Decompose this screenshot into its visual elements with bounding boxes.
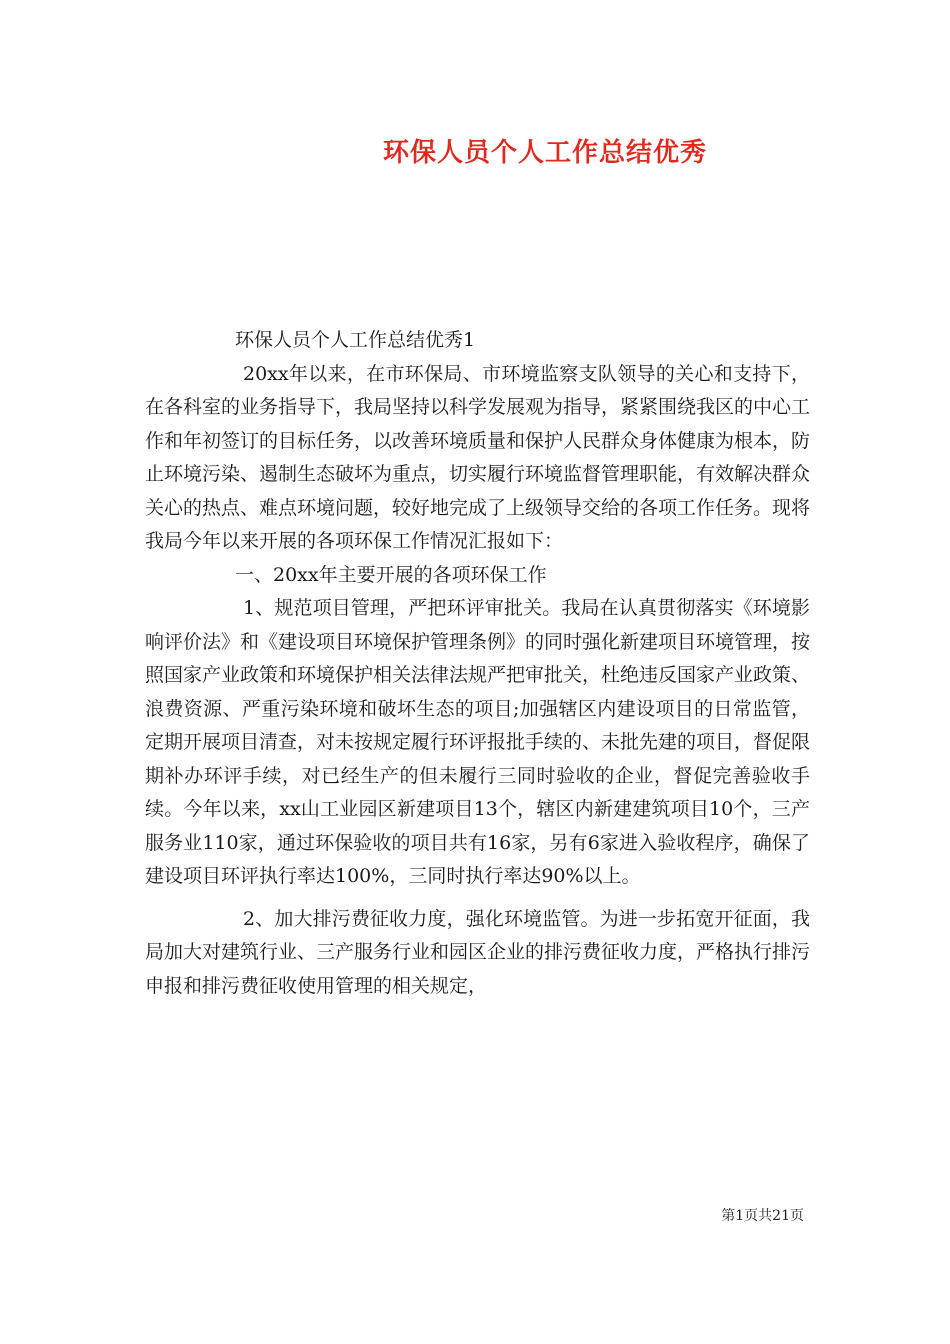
document-title: 环保人员个人工作总结优秀 <box>382 138 707 168</box>
document-body <box>145 324 810 1003</box>
section-heading: 环保人员个人工作总结优秀1 <box>235 329 476 351</box>
paragraph-item-1: 1、规范项目管理，严把环评审批关。我局在认真贯彻落实《环境影响评价法》和《建设项目环境保护管理条例》的同时强化新建项目环境管理，按照国家产业政策和环境保护相关法律法规严把审批关，杜绝违反国家产业政策、浪费资源、严重污染环境和破坏生态的项目;加强辖区内建设项目的日常监管，定期开展项目清查，对未按规定履行环评报批手续的、未批先建的项目，督促限期补办环评手续，对已经生产的但未履行三同时验收的企业，督促完善验收手续。今年以来，xx山工业园区新建项目13个，辖区内新建建筑项目10个，三产服务业110家，通过环保验收的项目共有16家，另有6家进入验收程序，确保了建设项目环评执行率达100%，三同时执行率达90%以上。 <box>145 597 811 887</box>
page-number-footer: 第1页共21页 <box>721 1208 804 1224</box>
paragraph-item-2: 2、加大排污费征收力度，强化环境监管。为进一步拓宽开征面，我局加大对建筑行业、三产服务行业和园区企业的排污费征收力度，严格执行排污申报和排污费征收使用管理的相关规定， <box>145 907 811 997</box>
section-heading-1: 一、20xx年主要开展的各项环保工作 <box>235 563 547 586</box>
paragraph-intro: 20xx年以来，在市环保局、市环境监察支队领导的关心和支持下，在各科室的业务指导下，我局坚持以科学发展观为指导，紧紧围绕我区的中心工作和年初签订的目标任务，以改善环境质量和保护人民群众身体健康为根本，防止环境污染、遏制生态破坏为重点，切实履行环境监督管理职能，有效解决群众关心的热点、难点环境问题，较好地完成了上级领导交给的各项工作任务。现将我局今年以来开展的各项环保工作情况汇报如下： <box>145 362 811 552</box>
